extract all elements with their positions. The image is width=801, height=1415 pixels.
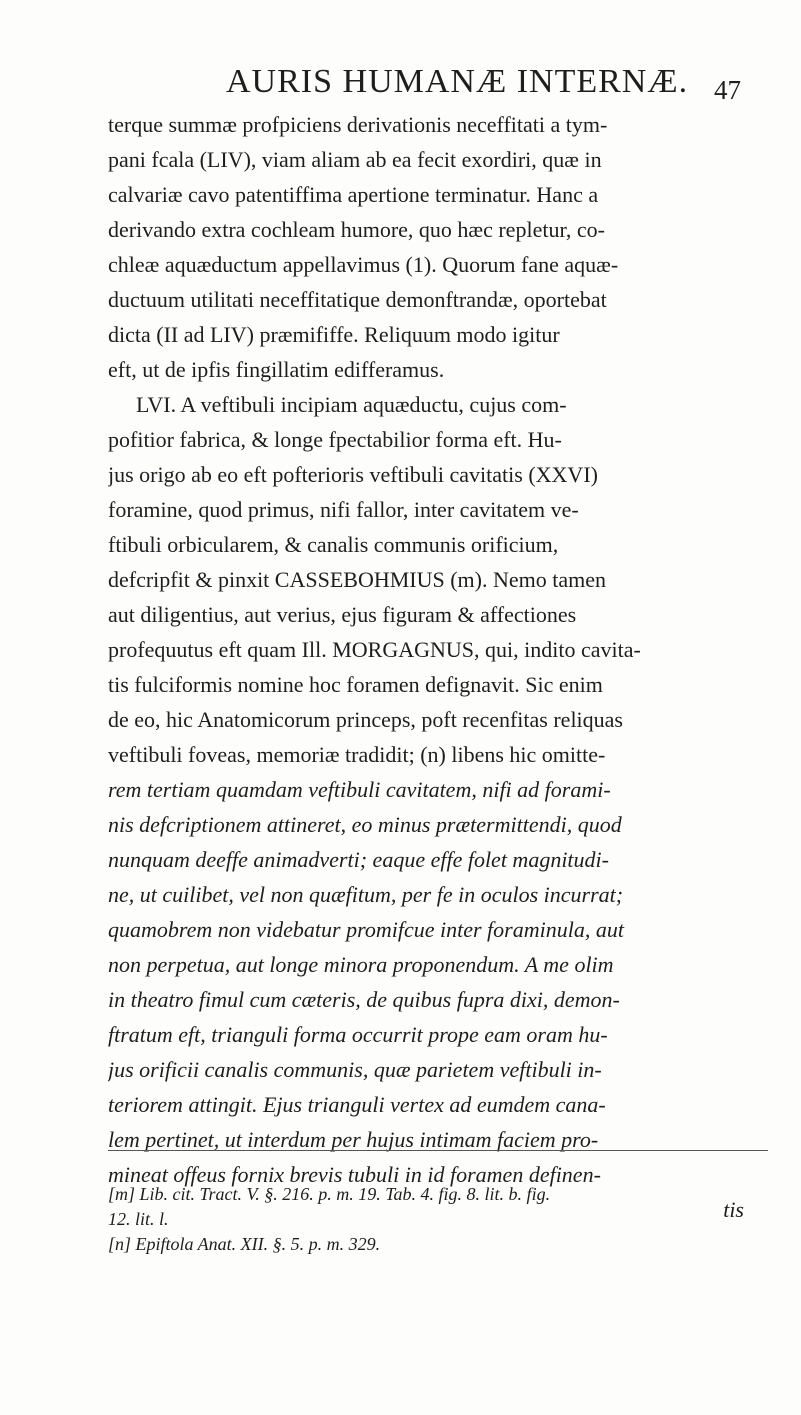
text-line: quamobrem non videbatur promifcue inter foraminula, aut — [108, 917, 624, 942]
text-line: rem tertiam quamdam veftibuli cavitatem, nifi ad forami- — [108, 777, 611, 802]
text-line: defcripfit & pinxit CASSEBOHMIUS (m). Nemo tamen — [108, 567, 607, 592]
text-line: LVI. A veftibuli incipiam aquæductu, cujus com- — [136, 392, 567, 417]
text-line: de eo, hic Anatomicorum princeps, poft recenfitas reliquas — [108, 707, 623, 732]
text-line: teriorem attingit. Ejus trianguli vertex ad eumdem cana- — [108, 1092, 606, 1117]
text-line: jus origo ab eo eft pofterioris veftibuli cavitatis (XXVI) — [108, 462, 598, 487]
text-line: non perpetua, aut longe minora proponendum. A me olim — [108, 952, 614, 977]
footnote: [m] Lib. cit. Tract. V. §. 216. p. m. 19. Tab. 4. fig. 8. lit. b. fig. — [108, 1184, 551, 1204]
footnote: 12. lit. l. — [108, 1209, 169, 1229]
text-line: mineat offeus fornix brevis tubuli in id foramen definen- — [108, 1162, 601, 1187]
footnote-rule — [108, 1150, 768, 1151]
text-line: aut diligentius, aut verius, ejus figuram & affectiones — [108, 602, 577, 627]
text-line: derivando extra cochleam humore, quo hæc repletur, co- — [108, 217, 605, 242]
footnotes — [108, 1182, 768, 1257]
text-line: veftibuli foveas, memoriæ tradidit; (n) libens hic omitte- — [108, 742, 606, 767]
text-line: pofitior fabrica, & longe fpectabilior forma eft. Hu- — [108, 427, 562, 452]
text-line: ne, ut cuilibet, vel non quæfitum, per fe in oculos incurrat; — [108, 882, 624, 907]
text-line: ductuum utilitati neceffitatique demonftrandæ, oportebat — [108, 287, 607, 312]
running-head: AURIS HUMANÆ INTERNÆ. — [226, 63, 689, 100]
text-line: ftratum eft, trianguli forma occurrit prope eam oram hu- — [108, 1022, 608, 1047]
text-line: pani fcala (LIV), viam aliam ab ea fecit exordiri, quæ in — [108, 147, 602, 172]
text-line: nunquam deeffe animadverti; eaque effe folet magnitudi- — [108, 847, 609, 872]
footnote: [n] Epiftola Anat. XII. §. 5. p. m. 329. — [108, 1234, 381, 1254]
text-line: calvariæ cavo patentiffima apertione terminatur. Hanc a — [108, 182, 599, 207]
text-line: lem pertinet, ut interdum per hujus intimam faciem pro- — [108, 1127, 599, 1152]
text-line: chleæ aquæductum appellavimus (1). Quorum fane aquæ- — [108, 252, 619, 277]
text-line: eft, ut de ipfis fingillatim edifferamus. — [108, 357, 445, 382]
body-text — [108, 107, 768, 1227]
text-line: nis defcriptionem attineret, eo minus prætermittendi, quod — [108, 812, 622, 837]
text-line: profequutus eft quam Ill. MORGAGNUS, qui, indito cavita- — [108, 637, 641, 662]
page-number: 47 — [714, 75, 741, 105]
text-line: foramine, quod primus, nifi fallor, inter cavitatem ve- — [108, 497, 579, 522]
catchword: tis — [723, 1197, 744, 1222]
text-line: terque summæ profpiciens derivationis neceffitati a tym- — [108, 112, 608, 137]
text-line: ftibuli orbicularem, & canalis communis orificium, — [108, 532, 559, 557]
text-line: jus orificii canalis communis, quæ parietem veftibuli in- — [108, 1057, 602, 1082]
text-line: dicta (II ad LIV) præmififfe. Reliquum modo igitur — [108, 322, 560, 347]
text-line: tis fulciformis nomine hoc foramen defignavit. Sic enim — [108, 672, 603, 697]
text-line: in theatro fimul cum cæteris, de quibus fupra dixi, demon- — [108, 987, 620, 1012]
page-header — [0, 62, 801, 106]
